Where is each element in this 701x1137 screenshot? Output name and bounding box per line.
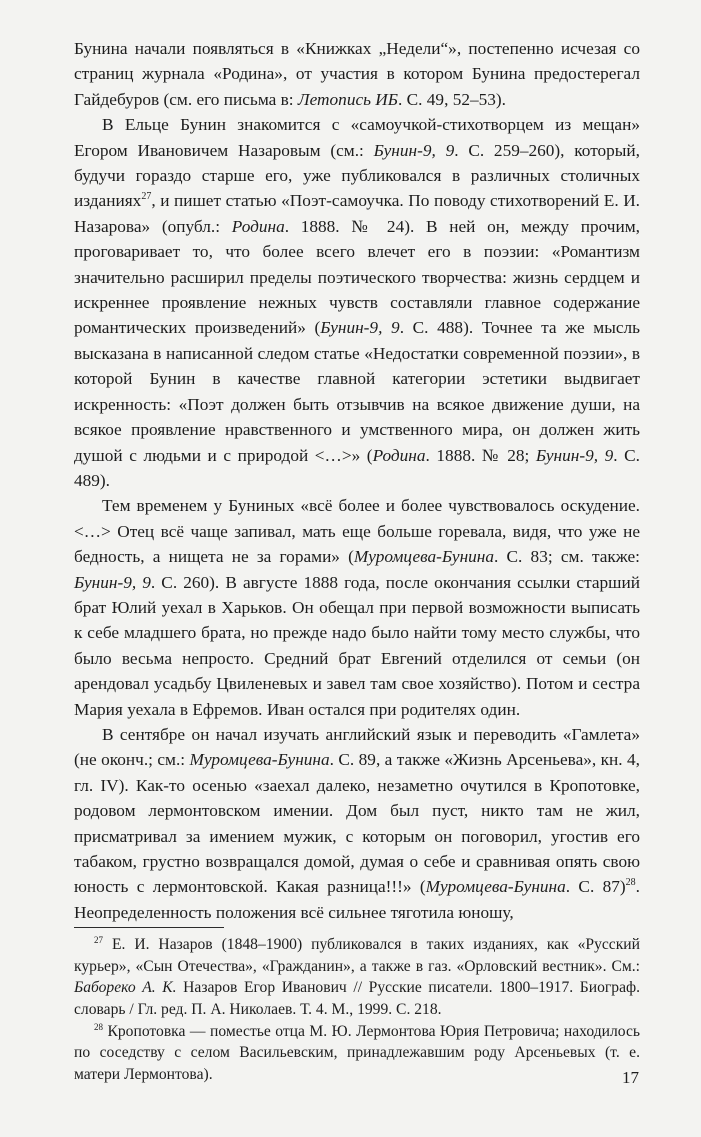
text-run: В сентябре он начал изучать английский язык и переводить «Гамлета» (не оконч.; см.: — [74, 724, 640, 770]
text-run: Е. И. Назаров (1848–1900) публиковался в таких изданиях, как «Русский курьер», «Сын Отечества», «Гражданин», а также в газ. «Орловский вестник». См.: — [74, 936, 640, 975]
italic-reference: Родина — [231, 216, 285, 236]
italic-reference: Родина — [372, 445, 426, 465]
text-run: . С. 489). — [74, 445, 640, 490]
text-run: В Ельце Бунин знакомится с «самоучкой-стихотворцем из мещан» Егором Ивановичем Назаровым (см.: — [74, 115, 640, 160]
text-run: . Неопределенность положения всё сильнее тяготила юношу, — [74, 877, 640, 922]
footnote-marker: 28 — [94, 1021, 103, 1032]
text-run: Назаров Егор Иванович // Русские писатели. 1800–1917. Биограф. словарь / Гл. ред. П. А. Николаев. Т. 4. М., 1999. С. 218. — [74, 979, 640, 1018]
paragraph — [74, 722, 640, 925]
footnote-marker: 27 — [94, 935, 103, 946]
text-run: . С. 488). Точнее та же мысль высказана в написанной следом статье «Недостатки современной поэзии», в которой Бунин в качестве главной категории эстетики выдвигает искренность: «Поэт должен быть отзывчив на всякое движение души, на всякое проявление нравственного и умственного мира, он должен жить душой с людьми и с природой <…>» ( — [74, 318, 640, 465]
text-run: Тем временем у Буниных «всё более и более чувствовалось оскудение. <…> Отец всё чаще запивал, мать еще больше горевала, видя, что уже не бедность, а нищета не за горами» ( — [74, 496, 640, 567]
paragraph — [74, 493, 640, 722]
text-run: . 1888. № 28; — [425, 445, 536, 465]
italic-reference: Бунин-9, 9 — [373, 140, 455, 160]
footnote — [74, 1021, 640, 1086]
text-run: Кропотовка — поместье отца М. Ю. Лермонтова Юрия Петровича; находилось по соседству с селом Васильевским, принадлежавшим роду Арсеньевых (т. е. матери Лермонтова). — [74, 1022, 640, 1083]
paragraph — [74, 112, 640, 493]
text-run: . С. 87) — [565, 877, 626, 897]
italic-reference: Бабореко А. К. — [74, 979, 177, 997]
text-run: . С. 89, а также «Жизнь Арсеньева», кн. 4, гл. IV). Как-то осенью «заехал далеко, незаметно очутился в Кропотовке, родовом лермонтовском имении. Дом был пуст, никто там не жил, присматривал за имением мужик, с которым он поговорил, угостив его табаком, грустно возвращался домой, думая о себе и сравнивая опять свою юность с лермонтовской. Какая разница!!!» ( — [74, 750, 640, 897]
italic-reference: Муромцева-Бунина — [189, 750, 330, 770]
text-run: . С. 259–260), который, будучи гораздо старше его, уже публиковался в различных столичных изданиях — [74, 140, 640, 211]
footnote-marker: 28 — [625, 877, 636, 889]
footnotes — [74, 934, 640, 1085]
text-run: , и пишет статью «Поэт-самоучка. По поводу стихотворений Е. И. Назарова» (опубл.: — [74, 191, 640, 236]
italic-reference: Бунин-9, 9 — [535, 445, 614, 465]
book-page — [74, 36, 640, 1085]
italic-reference: Бунин-9, 9 — [320, 318, 400, 338]
footnote — [74, 934, 640, 1020]
text-run: . 1888. № 24). В ней он, между прочим, проговаривает то, что более всего влечет его в поэзии: «Романтизм значительно расширил пределы поэтического творчества: жизнь сердцем и искреннее проявление нежных чувств составляли главное содержание романтических произведений» ( — [74, 216, 640, 338]
footnote-divider — [74, 927, 224, 928]
main-text — [74, 36, 640, 925]
italic-reference: Летопись ИБ — [297, 89, 398, 109]
text-run: . С. 49, 52–53). — [397, 89, 506, 109]
italic-reference: Муромцева-Бунина — [425, 877, 566, 897]
italic-reference: Муромцева-Бунина — [353, 547, 494, 567]
text-run: . С. 260). В августе 1888 года, после окончания ссылки старший брат Юлий уехал в Харьков. Он обещал при первой возможности выписать к себе младшего брата, но прежде надо было найти тому место службы, что было весьма непросто. Средний брат Евгений отделился от семьи (он арендовал усадьбу Цвиленевых и завел там свое хозяйство). Потом и сестра Мария уехала в Ефремов. Иван остался при родителях один. — [74, 572, 640, 719]
footnote-marker: 27 — [141, 191, 152, 203]
text-run: . С. 83; см. также: — [494, 547, 640, 567]
paragraph — [74, 36, 640, 112]
italic-reference: Бунин-9, 9 — [74, 572, 151, 592]
text-run: Бунина начали появляться в «Книжках „Недели“», постепенно исчезая со страниц журнала «Родина», от участия в котором Бунина предостерегал Гайдебуров (см. его письма в: — [74, 39, 640, 109]
page-number: 17 — [622, 1068, 639, 1087]
